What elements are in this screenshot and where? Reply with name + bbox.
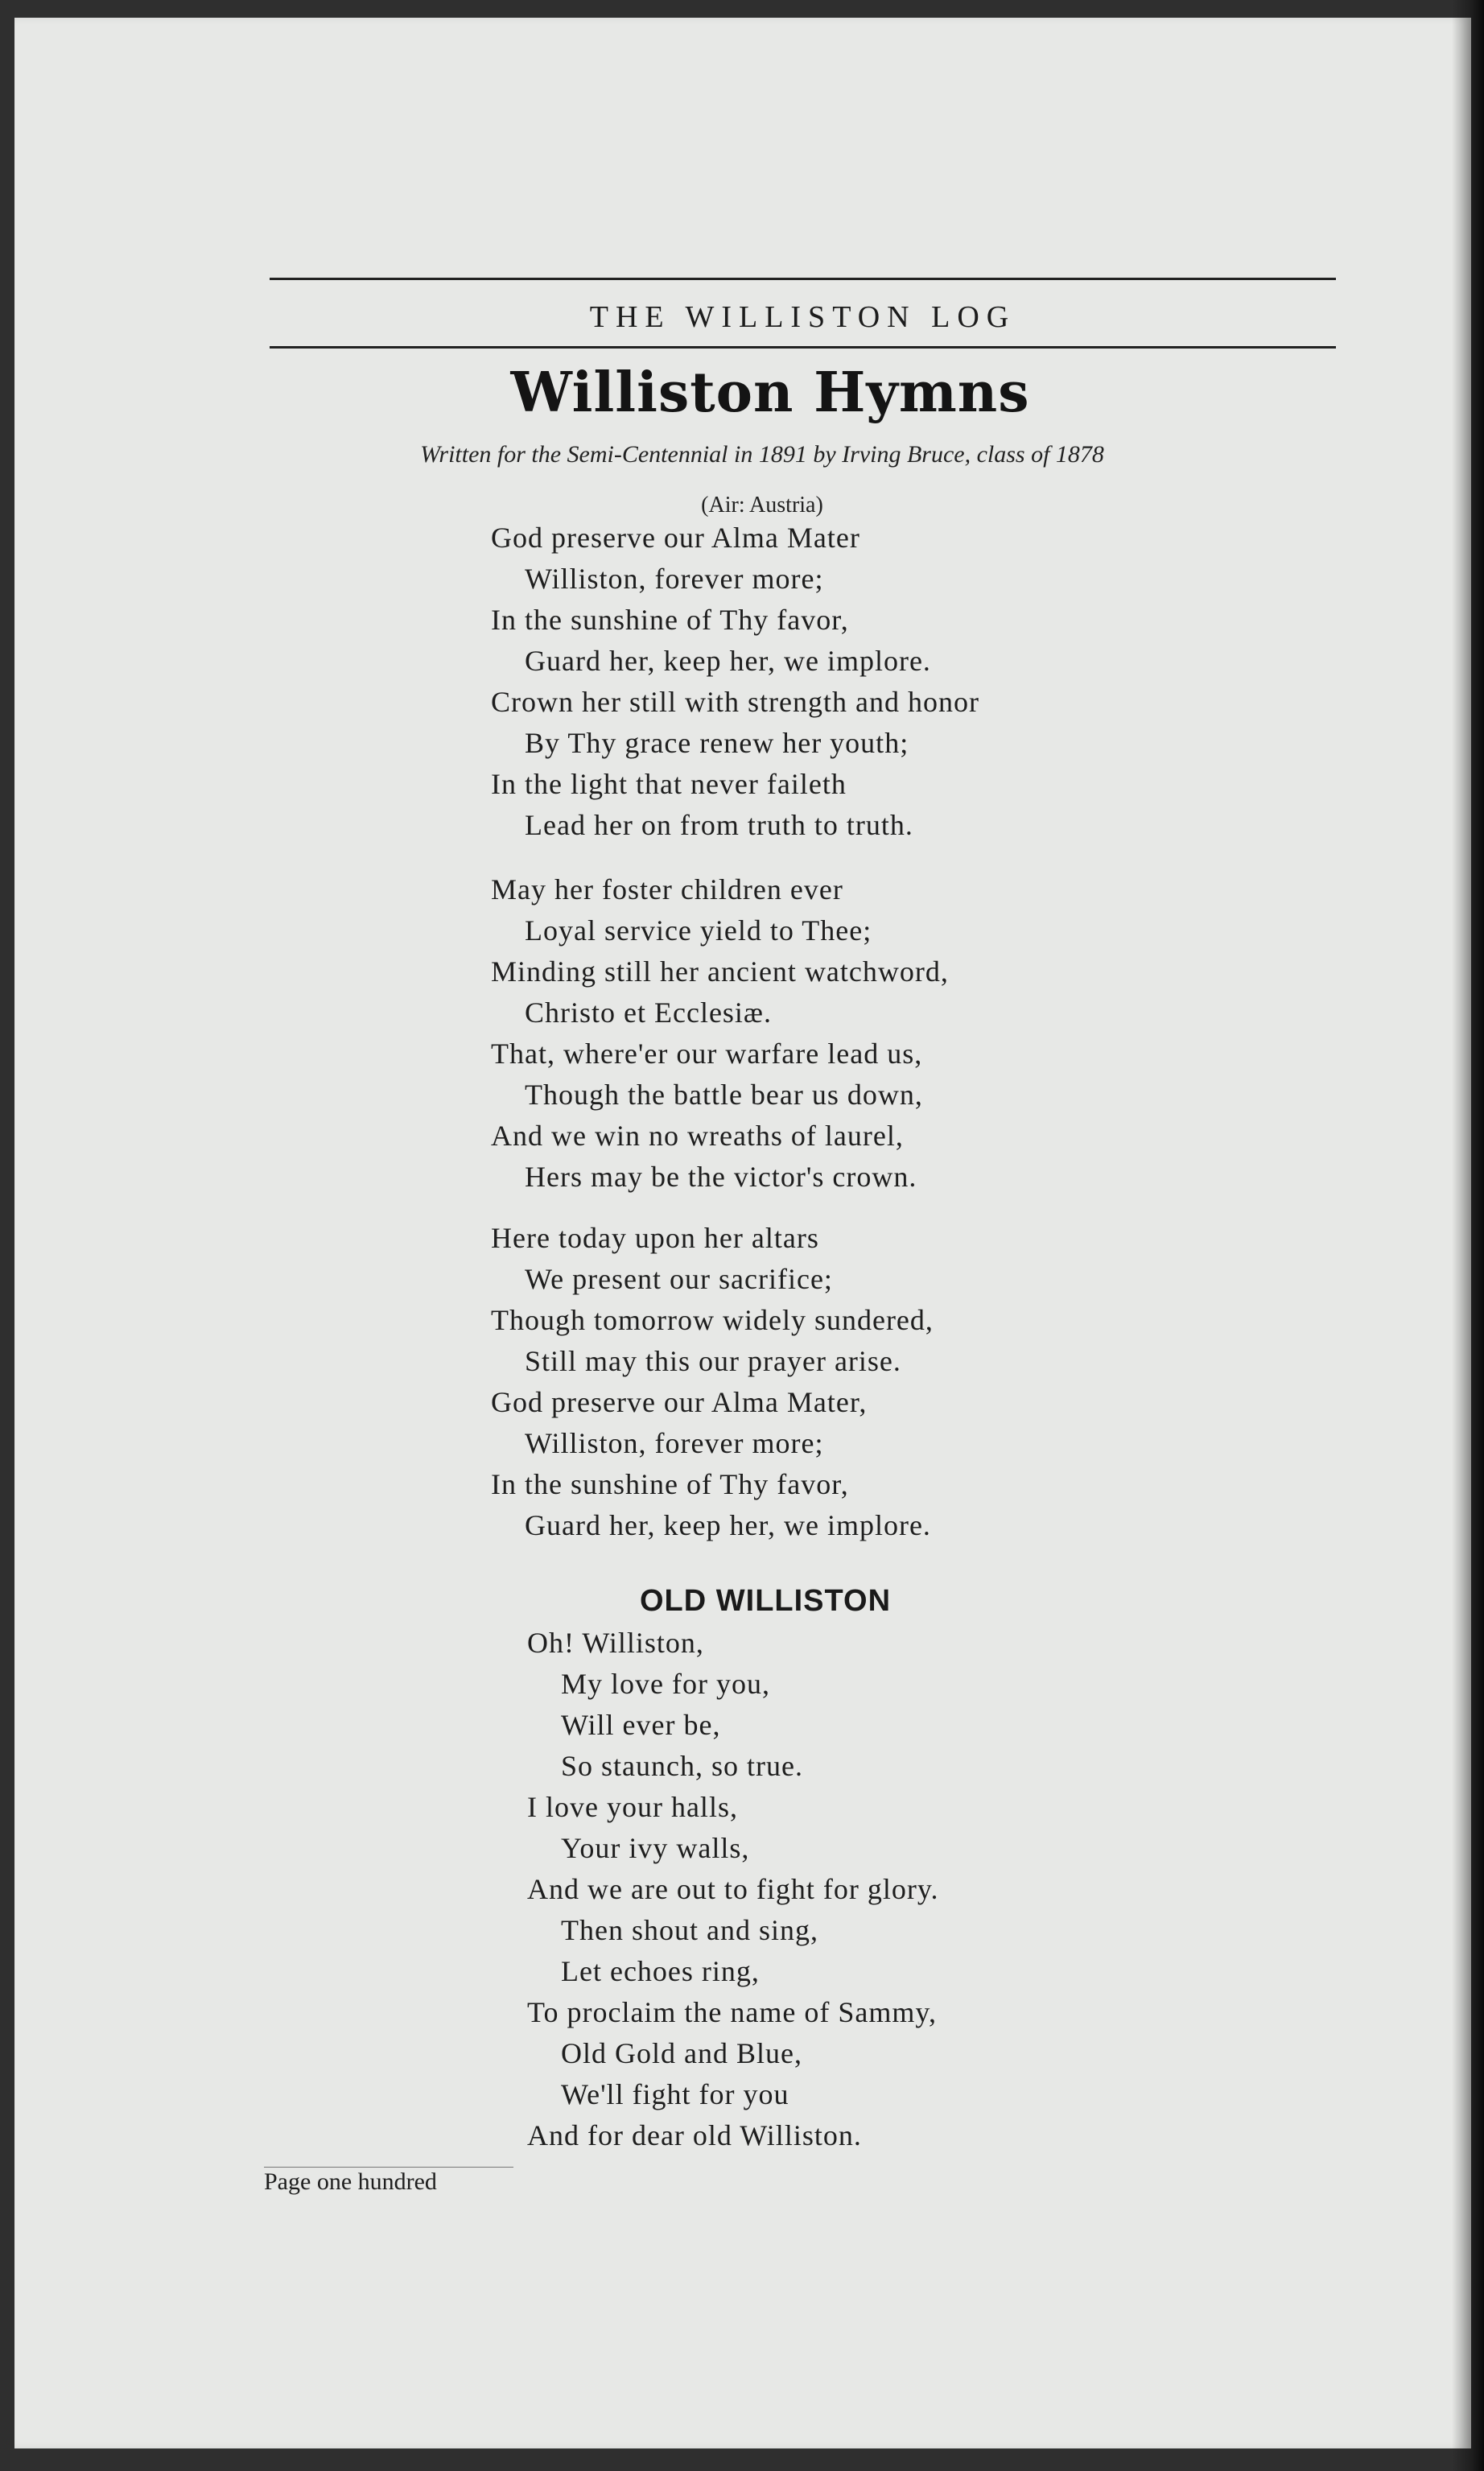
verse-line: By Thy grace renew her youth; — [525, 727, 909, 759]
song-line: And for dear old Williston. — [527, 2119, 862, 2151]
verse-line: Guard her, keep her, we implore. — [525, 1509, 931, 1541]
song2-lyrics — [527, 1623, 939, 2156]
verse-line: In the light that never faileth — [491, 768, 847, 800]
song-line: My love for you, — [561, 1668, 770, 1700]
verse-line: Though tomorrow widely sundered, — [491, 1304, 934, 1336]
verse-line: And we win no wreaths of laurel, — [491, 1120, 904, 1152]
page-edge-shadow — [1452, 0, 1484, 2471]
page-number: Page one hundred — [264, 2168, 437, 2195]
verse-line: God preserve our Alma Mater — [491, 522, 860, 554]
verse-line: Hers may be the victor's crown. — [525, 1161, 917, 1193]
song-line: Oh! Williston, — [527, 1627, 704, 1659]
verse-line: May her foster children ever — [491, 873, 843, 905]
song-line: I love your halls, — [527, 1791, 738, 1823]
verse-line: Lead her on from truth to truth. — [525, 809, 913, 841]
verse-line: Though the battle bear us down, — [525, 1079, 923, 1111]
verse-line: Williston, forever more; — [525, 1427, 824, 1459]
song-line: And we are out to fight for glory. — [527, 1873, 939, 1905]
song-line: Your ivy walls, — [561, 1832, 750, 1864]
verse-line: Still may this our prayer arise. — [525, 1345, 901, 1377]
verse-line: That, where'er our warfare lead us, — [491, 1037, 923, 1070]
verse-line: In the sunshine of Thy favor, — [491, 1468, 849, 1500]
hymn-stanza-3 — [491, 1218, 934, 1546]
hymn-stanza-1 — [491, 518, 979, 846]
song-line: Let echoes ring, — [561, 1955, 760, 1987]
verse-line: Minding still her ancient watchword, — [491, 955, 949, 988]
verse-line: Christo et Ecclesiæ. — [525, 996, 772, 1029]
verse-line: Guard her, keep her, we implore. — [525, 645, 931, 677]
verse-line: God preserve our Alma Mater, — [491, 1386, 868, 1418]
header-rule-top — [270, 278, 1336, 280]
song-line: Then shout and sing, — [561, 1914, 818, 1946]
header-rule-bottom — [270, 346, 1336, 349]
verse-line: Williston, forever more; — [525, 563, 824, 595]
song-line: We'll fight for you — [561, 2078, 789, 2110]
footer-rule — [264, 2167, 513, 2168]
song-line: So staunch, so true. — [561, 1750, 803, 1782]
verse-line: Loyal service yield to Thee; — [525, 914, 872, 947]
hymn-subtitle: Written for the Semi-Centennial in 1891 by Irving Bruce, class of 1878 — [420, 441, 1104, 468]
verse-line: We present our sacrifice; — [525, 1263, 833, 1295]
air-note: (Air: Austria) — [701, 493, 823, 518]
verse-line: Here today upon her altars — [491, 1222, 819, 1254]
hymn-stanza-2 — [491, 869, 949, 1198]
song-line: To proclaim the name of Sammy, — [527, 1996, 938, 2028]
verse-line: Crown her still with strength and honor — [491, 686, 979, 718]
song-line: Old Gold and Blue, — [561, 2037, 802, 2069]
song-line: Will ever be, — [561, 1709, 721, 1741]
song2-title: OLD WILLISTON — [640, 1584, 892, 1618]
page-title: Williston Hymns — [510, 361, 1030, 425]
running-header: THE WILLISTON LOG — [589, 300, 1016, 334]
verse-line: In the sunshine of Thy favor, — [491, 604, 849, 636]
